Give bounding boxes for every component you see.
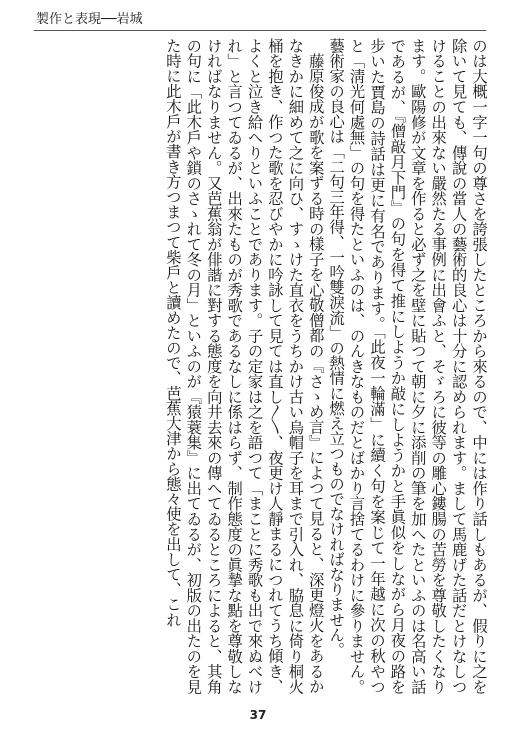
running-head (0, 0, 516, 28)
vertical-body-text (37, 38, 489, 694)
paragraph: のは大概一字一句の尊さを誇張したところから來るので、中には作り話しもあるが、假りに之を除いて見ても、傳說の當人の藝術的良心は十分に認められます。まして馬鹿げた話だとけなしつけることの出來ない嚴然たる事例に出會ふと、そゞろに彼等の雕心鏤腸の苦勞を尊敬したくなります。歐陽修が文章を作ると必ず之を壁に貼つて朝に夕に添削の筆を加へたといふのは名高い話であるが、『僧敲月下門』の句を得て推にしようか敲にしようかと手眞似をしながら月夜の路を步いた賈島の詩話は更に有名であります。「此夜一輪滿」に續く句を案じて一年越に次の秋やつと「淸光何處無」の句を得たといふのは、のんきなものだとばかり言捨てるわけに參りません。藝術家の良心は「二句三年得、一吟雙淚流」の熱情に燃え立つものでなければなりません。 (327, 38, 488, 694)
header-rule (34, 30, 486, 31)
paragraph: 藤原俊成が歌を案ずる時の樣子を心敬僧都の『さゝめ言』によつて見ると、深更燈火をあるかなきかに細めて之に向ひ、すゝけた直衣をうちかけ古い烏帽子を耳まで引入れ、脇息に倚り桐火桶を抱き、作つた歌を忍びやかに吟詠して見ては直し〳〵、夜更け人靜まるにつれてうち傾き、よくと泣き給へりといふことであります。子の定家は之を語つて「まことに秀歌も出で來ぬべけれ」と言つてゐるが、出來たものが秀歌であるなしに係はらず、制作態度の眞摯な點を尊敬しなければなりません。又芭蕉翁が俳諧に對する態度を向井去來の傳へてゐるところによると、其角の句に「此木戶や鎖のさゝれて冬の月」といふのが『猿蓑集』に出てゐるが、初版の出たのを見た時に此木戶が書き方つまつて柴戶と讀めたので、芭蕉大津から態々使を出して、これ (163, 38, 325, 694)
running-head-left: 製作と表現──岩城 (36, 12, 143, 27)
page-number: 37 (249, 708, 267, 722)
